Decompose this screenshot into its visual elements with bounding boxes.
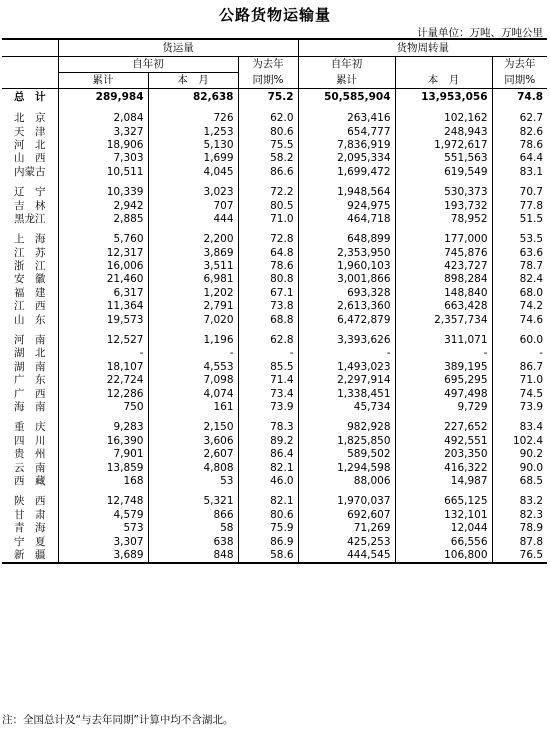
- freight-month-cell: 2,791: [148, 300, 238, 313]
- freight-month-cell: 4,045: [148, 166, 238, 179]
- freight-yoy-cell: 58.2: [238, 152, 298, 165]
- turnover-ytd-cell: 88,006: [298, 475, 395, 488]
- region-name: 福 建: [14, 286, 46, 299]
- turnover-month-cell: 78,952: [395, 213, 492, 226]
- turnover-month-cell: 695,295: [395, 374, 492, 387]
- turnover-month-cell: 106,800: [395, 549, 492, 563]
- turnover-yoy-cell: 78.6: [492, 139, 547, 152]
- region-name: 山 西: [14, 152, 46, 165]
- turnover-yoy-cell: 71.0: [492, 374, 547, 387]
- group-spacer: [2, 226, 547, 233]
- freight-ytd-cell: 22,724: [58, 374, 148, 387]
- turnover-ytd-cell: 924,975: [298, 199, 395, 212]
- freight-yoy-cell: 82.1: [238, 461, 298, 474]
- table-row: [2, 186, 547, 199]
- freight-ytd-cell: 18,107: [58, 361, 148, 374]
- turnover-month-cell: 665,125: [395, 495, 492, 508]
- turnover-yoy-cell: 87.8: [492, 535, 547, 548]
- turnover-month-cell: 9,729: [395, 401, 492, 414]
- freight-yoy-cell: -: [238, 347, 298, 360]
- freight-month-cell: 7,098: [148, 374, 238, 387]
- turnover-ytd-cell: 50,585,904: [298, 89, 395, 106]
- turnover-yoy-cell: 78.7: [492, 260, 547, 273]
- freight-yoy-cell: 78.6: [238, 260, 298, 273]
- turnover-ytd-cell: 464,718: [298, 213, 395, 226]
- freight-ytd-cell: 2,942: [58, 199, 148, 212]
- freight-month-cell: 726: [148, 112, 238, 125]
- freight-month-cell: 82,638: [148, 89, 238, 106]
- freight-yoy-cell: 85.5: [238, 361, 298, 374]
- freight-yoy-cell: 72.8: [238, 233, 298, 246]
- turnover-ytd-cell: 6,472,879: [298, 313, 395, 326]
- turnover-ytd-cell: 45,734: [298, 401, 395, 414]
- turnover-ytd-cell: 1,338,451: [298, 387, 395, 400]
- turnover-yoy-cell: 76.5: [492, 549, 547, 563]
- turnover-yoy-cell: 78.9: [492, 522, 547, 535]
- turnover-month-cell: 248,943: [395, 125, 492, 138]
- turnover-month-cell: 2,357,734: [395, 313, 492, 326]
- freight-yoy-cell: 80.6: [238, 509, 298, 522]
- table-row: [2, 522, 547, 535]
- footnote: 注：全国总计及“与去年同期”计算中均不含湖北。: [2, 714, 234, 726]
- freight-yoy-cell: 80.6: [238, 125, 298, 138]
- freight-month-cell: 53: [148, 475, 238, 488]
- table-row: [2, 361, 547, 374]
- table-row: [2, 535, 547, 548]
- table-row: [2, 247, 547, 260]
- turnover-month-cell: 1,972,617: [395, 139, 492, 152]
- region-name: 海 南: [14, 401, 46, 413]
- turnover-yoy-cell: 90.0: [492, 461, 547, 474]
- region-name: 江 西: [14, 300, 46, 313]
- freight-month-cell: 7,020: [148, 313, 238, 326]
- table-row: [2, 495, 547, 508]
- region-name: 吉 林: [14, 199, 46, 212]
- unit-label: 计量单位：万吨、万吨公里: [417, 27, 543, 39]
- region-name: 湖 南: [14, 360, 46, 373]
- region-name: 天 津: [14, 125, 46, 138]
- freight-month-cell: 2,200: [148, 233, 238, 246]
- table-row: [2, 139, 547, 152]
- freight-ytd-cell: 16,390: [58, 435, 148, 448]
- header-turnover-yoy-top: 为去年: [492, 57, 547, 73]
- freight-ytd-cell: 21,460: [58, 273, 148, 286]
- turnover-ytd-cell: 654,777: [298, 125, 395, 138]
- turnover-month-cell: 530,373: [395, 186, 492, 199]
- table-row: [2, 387, 547, 400]
- freight-ytd-cell: 18,906: [58, 139, 148, 152]
- freight-month-cell: 707: [148, 199, 238, 212]
- turnover-ytd-cell: 3,001,866: [298, 273, 395, 286]
- turnover-ytd-cell: 1,493,023: [298, 361, 395, 374]
- turnover-yoy-cell: 102.4: [492, 435, 547, 448]
- turnover-yoy-cell: 74.2: [492, 300, 547, 313]
- turnover-yoy-cell: 83.1: [492, 166, 547, 179]
- table-row: [2, 448, 547, 461]
- table-row: [2, 401, 547, 414]
- freight-month-cell: 4,553: [148, 361, 238, 374]
- region-name: 贵 州: [14, 448, 46, 461]
- turnover-month-cell: 193,732: [395, 199, 492, 212]
- freight-ytd-cell: 5,760: [58, 233, 148, 246]
- freight-ytd-cell: 10,511: [58, 166, 148, 179]
- header-turnover-ytd-bottom: 累计: [298, 73, 395, 89]
- freight-month-cell: 1,253: [148, 125, 238, 138]
- region-name: 重 庆: [14, 421, 46, 434]
- table-row: [2, 347, 547, 360]
- region-name: 广 西: [14, 387, 46, 400]
- freight-month-cell: 161: [148, 401, 238, 414]
- turnover-yoy-cell: 74.5: [492, 387, 547, 400]
- turnover-month-cell: 12,044: [395, 522, 492, 535]
- table-row: [2, 233, 547, 246]
- turnover-ytd-cell: 71,269: [298, 522, 395, 535]
- turnover-month-cell: 311,071: [395, 334, 492, 347]
- turnover-yoy-cell: 51.5: [492, 213, 547, 226]
- turnover-yoy-cell: 74.8: [492, 89, 547, 106]
- turnover-ytd-cell: 263,416: [298, 112, 395, 125]
- turnover-month-cell: 423,727: [395, 260, 492, 273]
- turnover-ytd-cell: 2,353,950: [298, 247, 395, 260]
- freight-yoy-cell: 62.8: [238, 334, 298, 347]
- turnover-month-cell: 227,652: [395, 421, 492, 434]
- table-row: [2, 475, 547, 488]
- region-name: 甘 肃: [14, 508, 46, 521]
- region-name: 新 疆: [2, 549, 58, 563]
- freight-yoy-cell: 80.8: [238, 273, 298, 286]
- table-row: [2, 152, 547, 165]
- freight-ytd-cell: 3,327: [58, 125, 148, 138]
- table-row: [2, 300, 547, 313]
- turnover-ytd-cell: 3,393,626: [298, 334, 395, 347]
- turnover-ytd-cell: 1,294,598: [298, 461, 395, 474]
- table-row: [2, 213, 547, 226]
- group-spacer: [2, 105, 547, 112]
- freight-ytd-cell: 13,859: [58, 461, 148, 474]
- freight-yoy-cell: 86.6: [238, 166, 298, 179]
- freight-yoy-cell: 71.0: [238, 213, 298, 226]
- freight-ytd-cell: -: [58, 347, 148, 360]
- turnover-ytd-cell: 1,960,103: [298, 260, 395, 273]
- freight-ytd-cell: 2,084: [58, 112, 148, 125]
- header-turnover: 货物周转量: [298, 39, 547, 57]
- turnover-yoy-cell: 60.0: [492, 334, 547, 347]
- region-name: 青 海: [14, 522, 46, 535]
- turnover-yoy-cell: 64.4: [492, 152, 547, 165]
- freight-ytd-cell: 2,885: [58, 213, 148, 226]
- header-freight-ytd-bottom: 累计: [58, 73, 148, 89]
- freight-yoy-cell: 86.4: [238, 448, 298, 461]
- turnover-yoy-cell: 82.3: [492, 509, 547, 522]
- header-corner: [2, 39, 58, 57]
- turnover-yoy-cell: -: [492, 347, 547, 360]
- region-name: 辽 宁: [14, 186, 46, 199]
- group-spacer: [2, 179, 547, 186]
- turnover-month-cell: 551,563: [395, 152, 492, 165]
- table-row: [2, 421, 547, 434]
- table-row: [2, 260, 547, 273]
- turnover-yoy-cell: 86.7: [492, 361, 547, 374]
- turnover-month-cell: 492,551: [395, 435, 492, 448]
- freight-yoy-cell: 78.3: [238, 421, 298, 434]
- freight-ytd-cell: 289,984: [58, 89, 148, 106]
- freight-yoy-cell: 73.9: [238, 401, 298, 414]
- freight-ytd-cell: 3,689: [58, 549, 148, 563]
- region-name: 山 东: [14, 313, 46, 326]
- freight-yoy-cell: 64.8: [238, 247, 298, 260]
- turnover-ytd-cell: 2,297,914: [298, 374, 395, 387]
- freight-ytd-cell: 573: [58, 522, 148, 535]
- freight-month-cell: 3,511: [148, 260, 238, 273]
- freight-yoy-cell: 73.4: [238, 387, 298, 400]
- freight-month-cell: 5,130: [148, 139, 238, 152]
- table-row: [2, 166, 547, 179]
- region-name: 上 海: [14, 233, 46, 246]
- freight-yoy-cell: 58.6: [238, 549, 298, 563]
- freight-yoy-cell: 72.2: [238, 186, 298, 199]
- freight-ytd-cell: 9,283: [58, 421, 148, 434]
- freight-month-cell: 3,606: [148, 435, 238, 448]
- table-row: [2, 374, 547, 387]
- freight-month-cell: 2,607: [148, 448, 238, 461]
- freight-yoy-cell: 68.8: [238, 313, 298, 326]
- freight-month-cell: 4,074: [148, 387, 238, 400]
- freight-yoy-cell: 86.9: [238, 535, 298, 548]
- turnover-ytd-cell: 648,899: [298, 233, 395, 246]
- turnover-month-cell: 14,987: [395, 475, 492, 488]
- turnover-ytd-cell: 444,545: [298, 549, 395, 563]
- turnover-ytd-cell: 2,095,334: [298, 152, 395, 165]
- turnover-month-cell: 177,000: [395, 233, 492, 246]
- region-name: 湖 北: [14, 347, 46, 360]
- region-name: 云 南: [14, 461, 46, 474]
- turnover-yoy-cell: 90.2: [492, 448, 547, 461]
- header-freight: 货运量: [58, 39, 298, 57]
- turnover-yoy-cell: 68.5: [492, 475, 547, 488]
- freight-yoy-cell: 67.1: [238, 287, 298, 300]
- region-name: 四 川: [14, 434, 46, 447]
- freight-yoy-cell: 80.5: [238, 199, 298, 212]
- turnover-ytd-cell: 589,502: [298, 448, 395, 461]
- freight-ytd-cell: 7,303: [58, 152, 148, 165]
- turnover-month-cell: -: [395, 347, 492, 360]
- table-row: [2, 509, 547, 522]
- region-name: 陕 西: [14, 495, 46, 508]
- freight-month-cell: 4,808: [148, 461, 238, 474]
- turnover-month-cell: 416,322: [395, 461, 492, 474]
- freight-yoy-cell: 75.9: [238, 522, 298, 535]
- header-turnover-month-top: [395, 57, 492, 73]
- turnover-month-cell: 102,162: [395, 112, 492, 125]
- freight-month-cell: 5,321: [148, 495, 238, 508]
- freight-month-cell: 2,150: [148, 421, 238, 434]
- freight-month-cell: 1,196: [148, 334, 238, 347]
- table-row: [2, 112, 547, 125]
- region-name: 安 徽: [14, 273, 46, 286]
- turnover-month-cell: 898,284: [395, 273, 492, 286]
- turnover-yoy-cell: 63.6: [492, 247, 547, 260]
- turnover-yoy-cell: 77.8: [492, 199, 547, 212]
- turnover-month-cell: 66,556: [395, 535, 492, 548]
- turnover-month-cell: 148,840: [395, 287, 492, 300]
- region-name: 总 计: [14, 90, 46, 103]
- freight-month-cell: 1,202: [148, 287, 238, 300]
- freight-month-cell: 6,981: [148, 273, 238, 286]
- freight-month-cell: 3,023: [148, 186, 238, 199]
- freight-month-cell: 3,869: [148, 247, 238, 260]
- turnover-month-cell: 745,876: [395, 247, 492, 260]
- group-spacer: [2, 414, 547, 421]
- table-row: [2, 199, 547, 212]
- turnover-month-cell: 132,101: [395, 509, 492, 522]
- table-row: [2, 549, 547, 563]
- freight-month-cell: 848: [148, 549, 238, 563]
- turnover-ytd-cell: 7,836,919: [298, 139, 395, 152]
- turnover-ytd-cell: 1,948,564: [298, 186, 395, 199]
- freight-ytd-cell: 16,006: [58, 260, 148, 273]
- turnover-month-cell: 389,195: [395, 361, 492, 374]
- group-spacer: [2, 488, 547, 495]
- turnover-yoy-cell: 70.7: [492, 186, 547, 199]
- turnover-yoy-cell: 53.5: [492, 233, 547, 246]
- table-row: [2, 334, 547, 347]
- turnover-yoy-cell: 82.6: [492, 125, 547, 138]
- header-turnover-yoy-bottom: 同期%: [492, 73, 547, 89]
- table-row: [2, 313, 547, 326]
- turnover-month-cell: 13,953,056: [395, 89, 492, 106]
- region-name: 内蒙古: [14, 165, 46, 178]
- freight-yoy-cell: 71.4: [238, 374, 298, 387]
- freight-ytd-cell: 19,573: [58, 313, 148, 326]
- turnover-ytd-cell: 693,328: [298, 287, 395, 300]
- header-freight-yoy-bottom: 同期%: [238, 73, 298, 89]
- table-row: [2, 125, 547, 138]
- total-row: [2, 89, 547, 106]
- freight-ytd-cell: 12,527: [58, 334, 148, 347]
- table-body: [2, 89, 547, 564]
- turnover-month-cell: 663,428: [395, 300, 492, 313]
- header-turnover-month: 本 月: [395, 73, 492, 89]
- region-name: 广 东: [14, 374, 46, 387]
- region-name: 北 京: [14, 112, 46, 125]
- table-row: [2, 287, 547, 300]
- freight-yoy-cell: 82.1: [238, 495, 298, 508]
- header-freight-month: 本 月: [148, 73, 238, 89]
- freight-ytd-cell: 12,317: [58, 247, 148, 260]
- freight-ytd-cell: 750: [58, 401, 148, 414]
- turnover-ytd-cell: 425,253: [298, 535, 395, 548]
- freight-ytd-cell: 12,748: [58, 495, 148, 508]
- freight-ytd-cell: 11,364: [58, 300, 148, 313]
- turnover-yoy-cell: 68.0: [492, 287, 547, 300]
- table-row: [2, 435, 547, 448]
- freight-ytd-cell: 7,901: [58, 448, 148, 461]
- turnover-yoy-cell: 82.4: [492, 273, 547, 286]
- region-name: 浙 江: [14, 260, 46, 273]
- freight-table: [2, 38, 547, 564]
- region-name: 江 苏: [14, 246, 46, 259]
- turnover-yoy-cell: 73.9: [492, 401, 547, 414]
- turnover-ytd-cell: 692,607: [298, 509, 395, 522]
- region-name: 西 藏: [14, 474, 46, 487]
- header-freight-yoy-top: 为去年: [238, 57, 298, 73]
- region-name: 黑龙江: [14, 212, 46, 225]
- turnover-ytd-cell: 2,613,360: [298, 300, 395, 313]
- freight-month-cell: -: [148, 347, 238, 360]
- freight-yoy-cell: 46.0: [238, 475, 298, 488]
- region-name: 河 南: [14, 334, 46, 347]
- turnover-ytd-cell: -: [298, 347, 395, 360]
- freight-ytd-cell: 4,579: [58, 509, 148, 522]
- table-row: [2, 461, 547, 474]
- turnover-yoy-cell: 83.4: [492, 421, 547, 434]
- table-row: [2, 273, 547, 286]
- freight-month-cell: 1,699: [148, 152, 238, 165]
- turnover-ytd-cell: 1,970,037: [298, 495, 395, 508]
- freight-yoy-cell: 73.8: [238, 300, 298, 313]
- turnover-month-cell: 203,350: [395, 448, 492, 461]
- turnover-ytd-cell: 982,928: [298, 421, 395, 434]
- group-spacer: [2, 327, 547, 334]
- freight-ytd-cell: 6,317: [58, 287, 148, 300]
- turnover-yoy-cell: 83.2: [492, 495, 547, 508]
- freight-yoy-cell: 89.2: [238, 435, 298, 448]
- region-name: 河 北: [14, 138, 46, 151]
- freight-ytd-cell: 168: [58, 475, 148, 488]
- turnover-month-cell: 497,498: [395, 387, 492, 400]
- freight-yoy-cell: 62.0: [238, 112, 298, 125]
- turnover-ytd-cell: 1,825,850: [298, 435, 395, 448]
- freight-ytd-cell: 3,307: [58, 535, 148, 548]
- freight-ytd-cell: 12,286: [58, 387, 148, 400]
- freight-month-cell: 58: [148, 522, 238, 535]
- freight-yoy-cell: 75.5: [238, 139, 298, 152]
- freight-yoy-cell: 75.2: [238, 89, 298, 106]
- turnover-yoy-cell: 62.7: [492, 112, 547, 125]
- header-freight-ytd-top: 自年初: [58, 57, 238, 73]
- freight-ytd-cell: 10,339: [58, 186, 148, 199]
- turnover-yoy-cell: 74.6: [492, 313, 547, 326]
- region-name: 宁 夏: [14, 535, 46, 548]
- freight-month-cell: 638: [148, 535, 238, 548]
- turnover-month-cell: 619,549: [395, 166, 492, 179]
- turnover-ytd-cell: 1,699,472: [298, 166, 395, 179]
- freight-month-cell: 444: [148, 213, 238, 226]
- table-title: 公路货物运输量: [218, 6, 331, 24]
- header-turnover-ytd-top: 自年初: [298, 57, 395, 73]
- freight-month-cell: 866: [148, 509, 238, 522]
